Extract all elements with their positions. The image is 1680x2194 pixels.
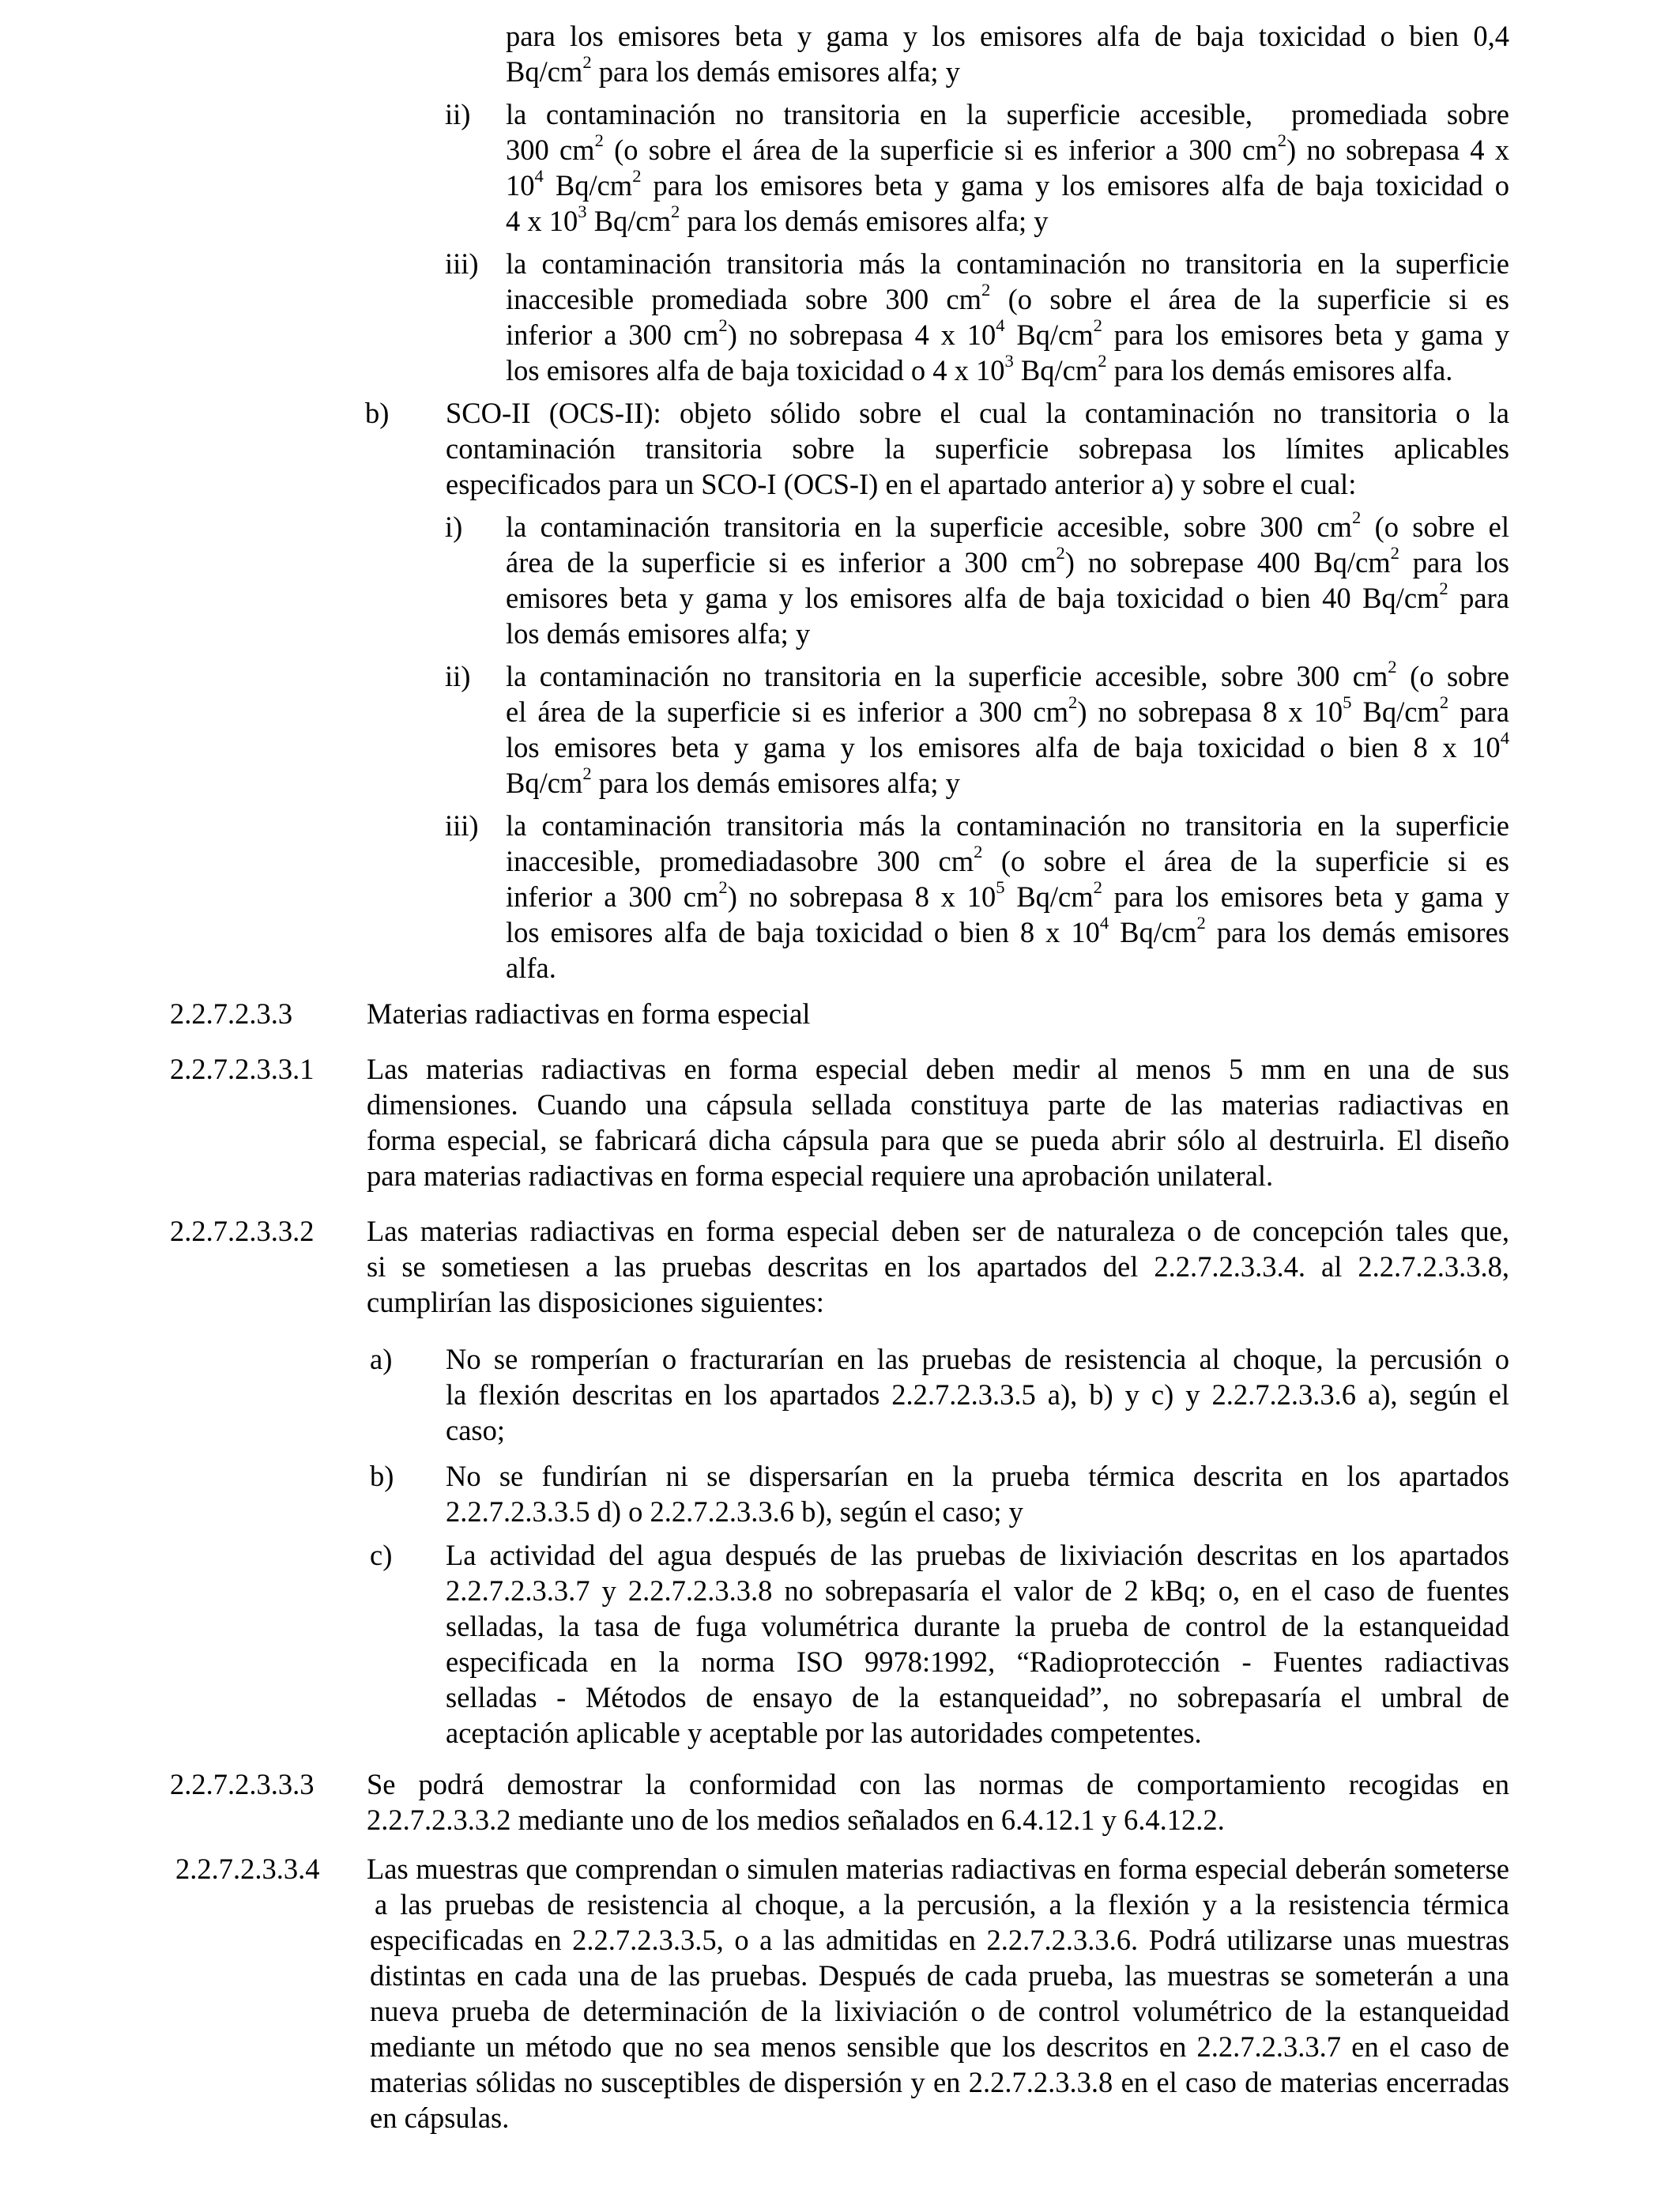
paragraph-label: i) (445, 511, 463, 543)
paragraph-label: 2.2.7.2.3.3.3 (170, 1768, 315, 1800)
text-line: contaminación transitoria sobre la superficie sobrepasa los límites aplicables (446, 432, 1509, 465)
text-line: especificada en la norma ISO 9978:1992, “Radioprotección - Fuentes radiactivas (446, 1646, 1509, 1678)
text-line: $Bq/cm^2$ para los demás emisores alfa; y (506, 52, 960, 88)
text-line: especificados para un SCO-I (OCS-I) en el apartado anterior a) y sobre el cual: (446, 468, 1357, 500)
text-line: forma especial, se fabricará dicha cápsula para que se pueda abrir sólo al destruirla. El diseño (367, 1124, 1509, 1156)
text-line: la flexión descritas en los apartados 2.2.7.2.3.3.5 a), b) y c) y 2.2.7.2.3.3.6 a), según el (446, 1378, 1509, 1411)
paragraph-label: 2.2.7.2.3.3.2 (170, 1215, 315, 1247)
text-line: distintas en cada una de las pruebas. Después de cada prueba, las muestras se someterán a una (370, 1959, 1509, 1992)
text-line: alfa. (506, 952, 556, 984)
text-line: la contaminación transitoria más la contaminación no transitoria en la superficie (506, 809, 1509, 842)
text-line: área de la superficie si es inferior a 300 $cm^2$) no sobrepase 400 $Bq/cm^2$ para los (506, 543, 1510, 579)
paragraph-label: iii) (445, 247, 479, 280)
paragraph-label: 2.2.7.2.3.3.1 (170, 1053, 315, 1085)
text-line: el área de la superficie si es inferior a 300 $cm^2$) no sobrepasa 8 x $10^5$ $Bq/cm^2$ para (506, 692, 1510, 728)
text-line: caso; (446, 1414, 505, 1446)
text-line: materias sólidas no susceptibles de dispersión y en 2.2.7.2.3.3.8 en el caso de materias encerradas (370, 2066, 1509, 2098)
text-line: No se fundirían ni se dispersarían en la prueba térmica descrita en los apartados (446, 1460, 1509, 1492)
paragraph-label: ii) (445, 98, 471, 130)
text-line: inaccesible, promediadasobre 300 $cm^2$ (o sobre el área de la superficie si es (506, 842, 1509, 877)
text-line: Se podrá demostrar la conformidad con las normas de comportamiento recogidas en (367, 1768, 1509, 1800)
text-line: 2.2.7.2.3.3.7 y 2.2.7.2.3.3.8 no sobrepasaría el valor de 2 kBq; o, en el caso de fuentes (446, 1574, 1509, 1607)
text-line: Materias radiactivas en forma especial (367, 997, 811, 1030)
text-line: Las materias radiactivas en forma especial deben ser de naturaleza o de concepción tales que, (367, 1215, 1509, 1247)
text-line: a las pruebas de resistencia al choque, a la percusión, a la flexión y a la resistencia térmica (375, 1888, 1509, 1921)
text-line: mediante un método que no sea menos sensible que los descritos en 2.2.7.2.3.3.7 en el caso de (370, 2030, 1509, 2063)
text-line: los emisores alfa de baja toxicidad o bien 8 x $10^4$ $Bq/cm^2$ para los demás emisores (506, 913, 1509, 948)
text-line: Las muestras que comprendan o simulen materias radiactivas en forma especial deberán someterse (367, 1853, 1509, 1885)
text-line: 2.2.7.2.3.3.2 mediante uno de los medios señalados en 6.4.12.1 y 6.4.12.2. (367, 1804, 1225, 1836)
text-line: 4 x $10^3$ $Bq/cm^2$ para los demás emisores alfa; y (506, 202, 1049, 237)
text-line: inferior a 300 $cm^2$) no sobrepasa 8 x $10^5$ $Bq/cm^2$ para los emisores beta y gama y (506, 877, 1509, 913)
text-line: 300 $cm^2$ (o sobre el área de la superficie si es inferior a 300 $cm^2$) no sobrepasa 4 x (506, 130, 1509, 166)
paragraph-label: a) (370, 1343, 393, 1375)
text-line: selladas - Métodos de ensayo de la estanqueidad”, no sobrepasaría el umbral de (446, 1681, 1509, 1713)
text-line: los emisores alfa de baja toxicidad o 4 x $10^3$ $Bq/cm^2$ para los demás emisores alfa. (506, 351, 1453, 386)
text-line: $Bq/cm^2$ para los demás emisores alfa; y (506, 763, 960, 799)
paragraph-label: b) (370, 1460, 394, 1492)
text-line: inaccesible promediada sobre 300 $cm^2$ (o sobre el área de la superficie si es (506, 280, 1509, 315)
paragraph-label: ii) (445, 660, 471, 692)
text-line: selladas, la tasa de fuga volumétrica durante la prueba de control de la estanqueidad (446, 1610, 1509, 1642)
paragraph-label: 2.2.7.2.3.3 (170, 997, 293, 1030)
text-line: SCO-II (OCS-II): objeto sólido sobre el cual la contaminación no transitoria o la (446, 397, 1509, 429)
text-line: en cápsulas. (370, 2102, 510, 2134)
text-line: la contaminación transitoria más la contaminación no transitoria en la superficie (506, 247, 1509, 280)
text-line: si se sometiesen a las pruebas descritas en los apartados del 2.2.7.2.3.3.4. al 2.2.7.2.3.3.8, (367, 1250, 1509, 1283)
text-line: La actividad del agua después de las pruebas de lixiviación descritas en los apartados (446, 1539, 1509, 1571)
text-line: nueva prueba de determinación de la lixiviación o de control volumétrico de la estanqueidad (370, 1995, 1509, 2027)
text-line: la contaminación transitoria en la superficie accesible, sobre 300 $cm^2$ (o sobre el (506, 507, 1510, 543)
paragraph-label: 2.2.7.2.3.3.4 (175, 1853, 320, 1885)
text-line: dimensiones. Cuando una cápsula sellada constituya parte de las materias radiactivas en (367, 1088, 1509, 1121)
text-line: cumplirían las disposiciones siguientes: (367, 1286, 824, 1318)
paragraph-label: c) (370, 1539, 393, 1571)
text-line: los emisores beta y gama y los emisores alfa de baja toxicidad o bien 8 x $10^4$ (506, 728, 1509, 763)
text-line: para materias radiactivas en forma especial requiere una aprobación unilateral. (367, 1159, 1274, 1192)
text-line: para los emisores beta y gama y los emisores alfa de baja toxicidad o bien 0,4 (506, 20, 1509, 52)
text-line: los demás emisores alfa; y (506, 617, 811, 650)
text-line: aceptación aplicable y aceptable por las autoridades competentes. (446, 1717, 1202, 1749)
text-line: emisores beta y gama y los emisores alfa de baja toxicidad o bien 40 $Bq/cm^2$ para (506, 579, 1509, 614)
text-line: 2.2.7.2.3.3.5 d) o 2.2.7.2.3.3.6 b), según el caso; y (446, 1495, 1023, 1528)
paragraph-label: b) (365, 397, 390, 429)
text-line: Las materias radiactivas en forma especial deben medir al menos 5 mm en una de sus (367, 1053, 1509, 1085)
paragraph-label: iii) (445, 809, 479, 842)
text-line: especificadas en 2.2.7.2.3.3.5, o a las admitidas en 2.2.7.2.3.3.6. Podrá utilizarse unas muestras (370, 1924, 1509, 1956)
text-line: $10^4$ $Bq/cm^2$ para los emisores beta y gama y los emisores alfa de baja toxicidad o (506, 166, 1509, 202)
text-line: la contaminación no transitoria en la superficie accesible, sobre 300 $cm^2$ (o sobre (506, 657, 1510, 692)
text-line: la contaminación no transitoria en la superficie accesible, promediada sobre (506, 98, 1509, 130)
text-line: No se romperían o fracturarían en las pruebas de resistencia al choque, la percusión o (446, 1343, 1509, 1375)
text-line: inferior a 300 $cm^2$) no sobrepasa 4 x $10^4$ $Bq/cm^2$ para los emisores beta y gama y (506, 315, 1509, 351)
